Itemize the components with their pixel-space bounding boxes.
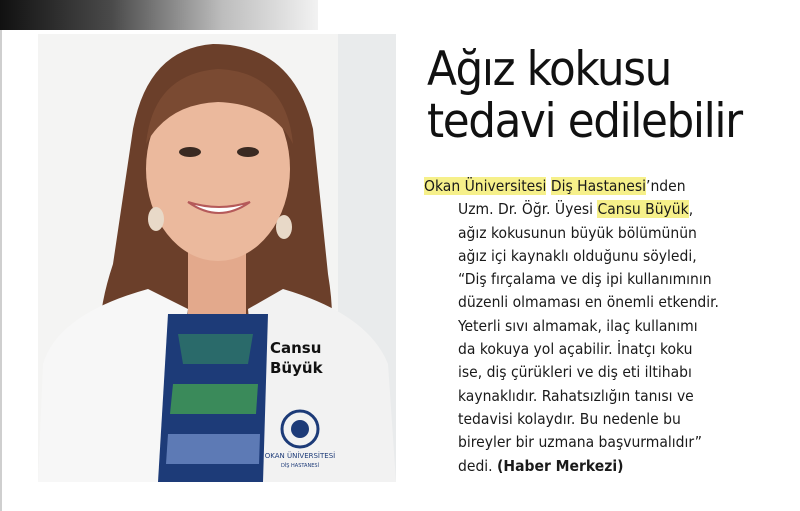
badge-line1: OKAN ÜNİVERSİTESİ (264, 452, 336, 460)
article-line: düzenli olmaması en önemli etkendir. (458, 293, 719, 312)
article-line: “Diş fırçalama ve diş ipi kullanımının (458, 270, 712, 289)
headline-line1: Ağız kokusu (427, 42, 671, 97)
caption-last-name: Büyük (270, 359, 323, 377)
article-line: Yeterli sıvı almamak, ilaç kullanımı (458, 316, 698, 335)
photo-caption (270, 338, 323, 378)
article-line (396, 455, 800, 478)
article-line: tedavisi kolaydır. Bu nedenle bu (458, 409, 681, 428)
highlight-institution: Okan Üniversitesi (424, 177, 547, 195)
column-rule (0, 30, 2, 511)
headline-line2: tedavi edilebilir (427, 94, 742, 149)
article-line (396, 175, 800, 198)
line-tail: , (688, 200, 694, 219)
article-line: ağız içi kaynaklı olduğunu söyledi, (458, 246, 697, 265)
article-body (396, 175, 800, 478)
headline (427, 44, 771, 148)
header-gradient-bar (0, 0, 318, 30)
article-line: kaynaklıdır. Rahatsızlığın tanısı ve (458, 386, 694, 405)
article-line: ağız kokusunun büyük bölümünün (458, 223, 697, 242)
news-source: (Haber Merkezi) (497, 456, 624, 475)
article-line: da kokuya yol açabilir. İnatçı koku (458, 340, 693, 359)
said-text: dedi. (458, 456, 493, 475)
highlight-author-name: Cansu Büyük (597, 200, 689, 219)
author-title: Uzm. Dr. Öğr. Üyesi (458, 200, 594, 219)
article-line (396, 198, 800, 221)
highlight-hospital: Diş Hastanesi (550, 177, 647, 195)
line-tail: ’nden (646, 177, 686, 195)
article-line: ise, diş çürükleri ve diş eti iltihabı (458, 363, 692, 382)
article-line: bireyler bir uzmana başvurmalıdır” (458, 433, 702, 452)
caption-first-name: Cansu (270, 339, 322, 357)
portrait-photo (38, 34, 396, 482)
badge-line2: DİŞ HASTANESİ (280, 463, 320, 469)
